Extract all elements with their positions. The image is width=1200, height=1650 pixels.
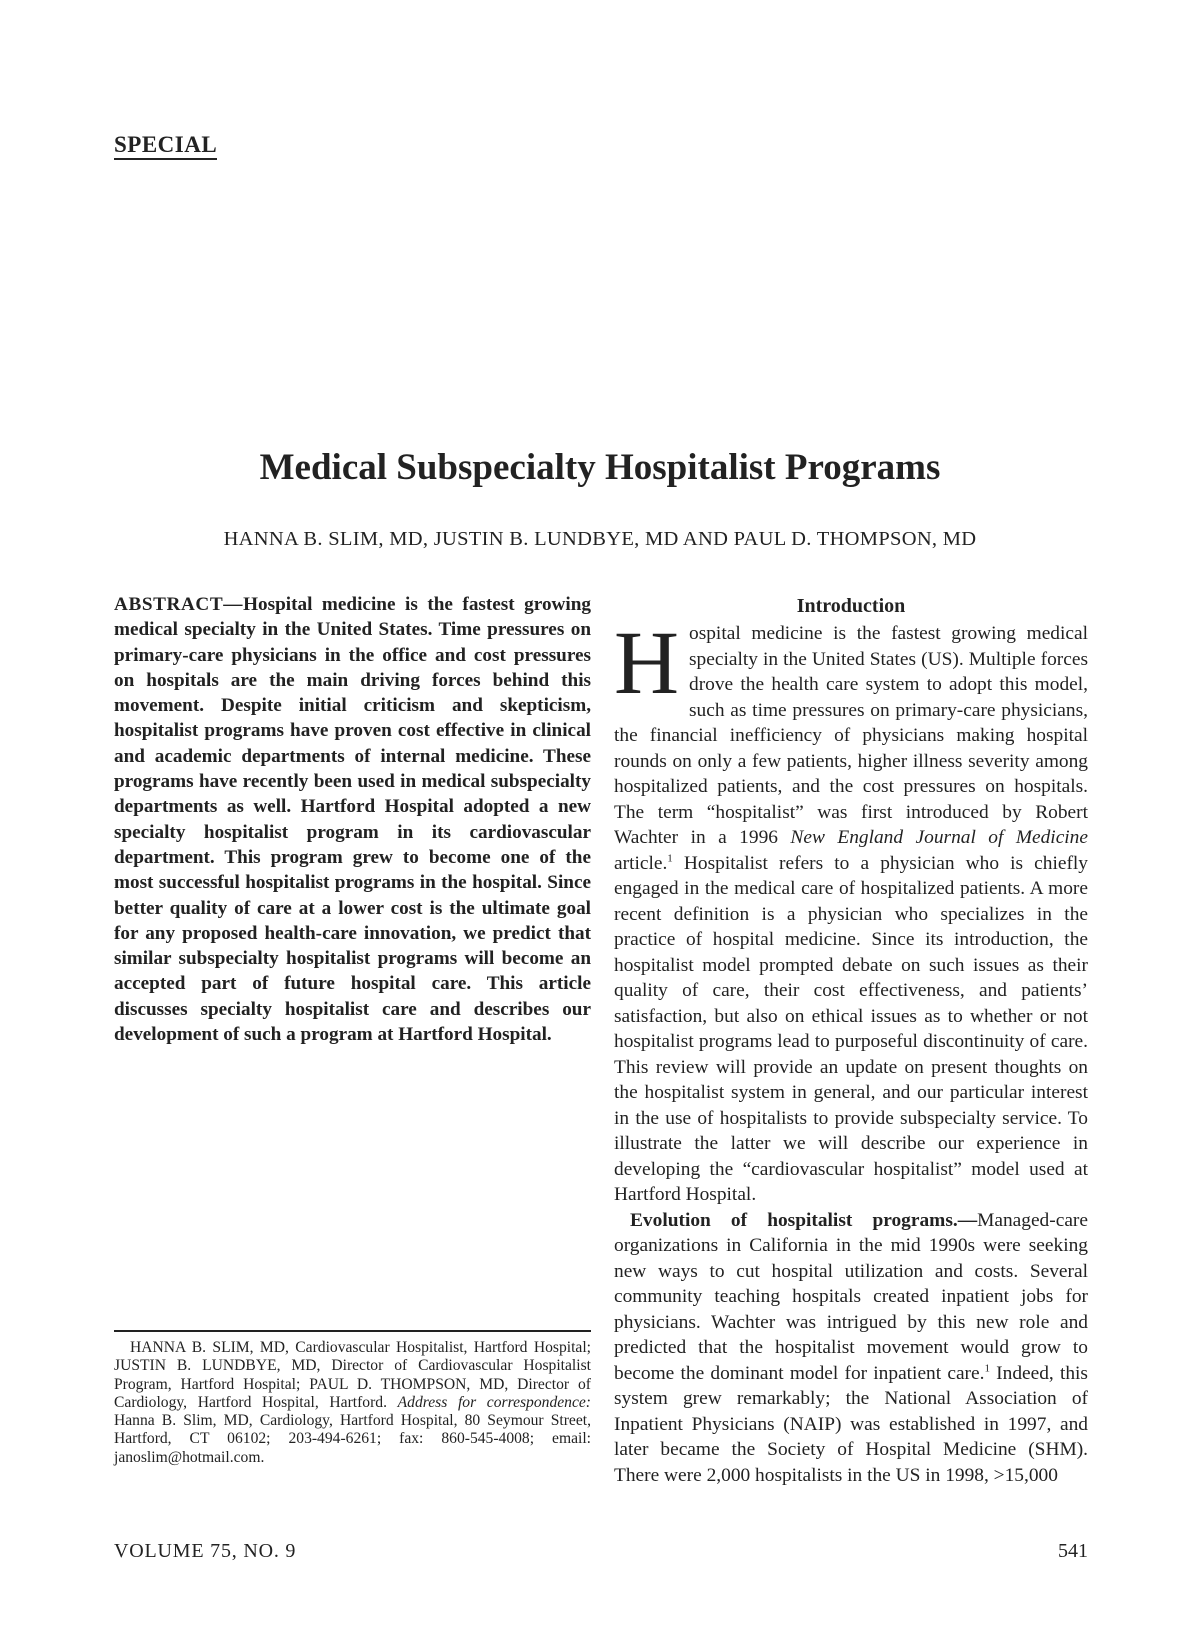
abstract [114, 592, 591, 1047]
page-number: 541 [1058, 1540, 1088, 1562]
introduction-paragraph [614, 614, 1088, 1208]
intro-text-2: article. [614, 852, 668, 874]
drop-cap: H [614, 614, 679, 713]
intro-text-3: Hospitalist refers to a physician who is chiefly engaged in the medical care of hospitalized patients. A more recent definition is a physician who specializes in the practice of hospital medicine. Since its introduction, the hospitalist model prompted debate on such issues as their quality of care, their cost effectiveness, and patients’ satisfaction, but also on ethical issues as to whether or not hospitalist programs lead to purposeful discontinuity of care. This review will provide an update on present thoughts on the hospitalist system in general, and our particular interest in the use of hospitalists to provide subspecialty service. To illustrate the latter we will describe our experience in developing the “cardiovascular hospitalist” model used at Hartford Hospital. [614, 852, 1088, 1205]
abstract-text: Hospital medicine is the fastest growing medical specialty in the United States. Time pressures on primary-care physicians in the office and cost pressures on hospitals are the main driving forces behind this movement. Despite initial criticism and skepticism, hospitalist programs have proven cost effective in clinical and academic departments of internal medicine. These programs have recently been used in medical subspecialty departments as well. Hartford Hospital adopted a new specialty hospitalist program in its cardiovascular department. This program grew to become one of the most successful hospitalist programs in the hospital. Since better quality of care at a lower cost is the ultimate goal for any proposed health-care innovation, we predict that similar subspecialty hospitalist programs will become an accepted part of future hospital care. This article discusses specialty hospitalist care and describes our development of such a program at Hartford Hospital. [114, 594, 591, 1046]
author-footnote [114, 1339, 591, 1467]
journal-name: New England Journal of Medicine [790, 827, 1088, 848]
article-title: Medical Subspecialty Hospitalist Programs [259, 447, 941, 488]
reference-marker-2: 1 [984, 1362, 990, 1375]
abstract-lead: ABSTRACT— [114, 594, 244, 615]
evolution-paragraph [614, 1208, 1088, 1489]
section-label: SPECIAL [114, 132, 217, 160]
author-list: HANNA B. SLIM, MD, JUSTIN B. LUNDBYE, MD AND PAUL D. THOMPSON, MD [223, 528, 977, 550]
introduction-heading: Introduction [796, 595, 906, 617]
footnote-correspondence-label: Address for correspondence: [397, 1393, 591, 1411]
evolution-text-2: Indeed, this system grew remarkably; the National Association of Inpatient Physicians (NAIP) was established in 1997, and later became the Society of Hospital Medicine (SHM). There were 2,000 hospitalists in the US in 1998, >15,000 [614, 1362, 1088, 1486]
reference-marker: 1 [667, 852, 673, 865]
body-column [614, 594, 1088, 1488]
evolution-text-1: Managed-care organizations in California in the mid 1990s were seeking new ways to cut hospital utilization and costs. Several community teaching hospitals created inpatient jobs for physicians. Wachter was intrigued by this new role and predicted that the hospitalist movement would grow to become the dominant model for inpatient care. [614, 1209, 1088, 1384]
footnote-affiliations: HANNA B. SLIM, MD, Cardiovascular Hospitalist, Hartford Hospital; JUSTIN B. LUNDBYE, MD, Director of Cardiovascular Hospitalist Program, Hartford Hospital; PAUL D. THOMPSON, MD, Director of Cardiology, Hartford Hospital, Hartford. [114, 1339, 591, 1411]
footnote-contact: Hanna B. Slim, MD, Cardiology, Hartford Hospital, 80 Seymour Street, Hartford, CT 06102; 203-494-6261; fax: 860-545-4008; email: janoslim@hotmail.com. [114, 1412, 591, 1466]
evolution-heading: Evolution of hospitalist programs.— [630, 1209, 978, 1231]
footnote-rule [114, 1330, 591, 1332]
volume-info: VOLUME 75, NO. 9 [114, 1540, 297, 1562]
intro-text-1: ospital medicine is the fastest growing medical specialty in the United States (US). Multiple forces drove the health care system to adopt this model, such as time pressures on primary-care physicians, the financial inefficiency of physicians making hospital rounds on only a few patients, higher illness severity among hospitalized patients, and the cost pressures on hospitals. The term “hospitalist” was first introduced by Robert Wachter in a 1996 [614, 623, 1088, 848]
